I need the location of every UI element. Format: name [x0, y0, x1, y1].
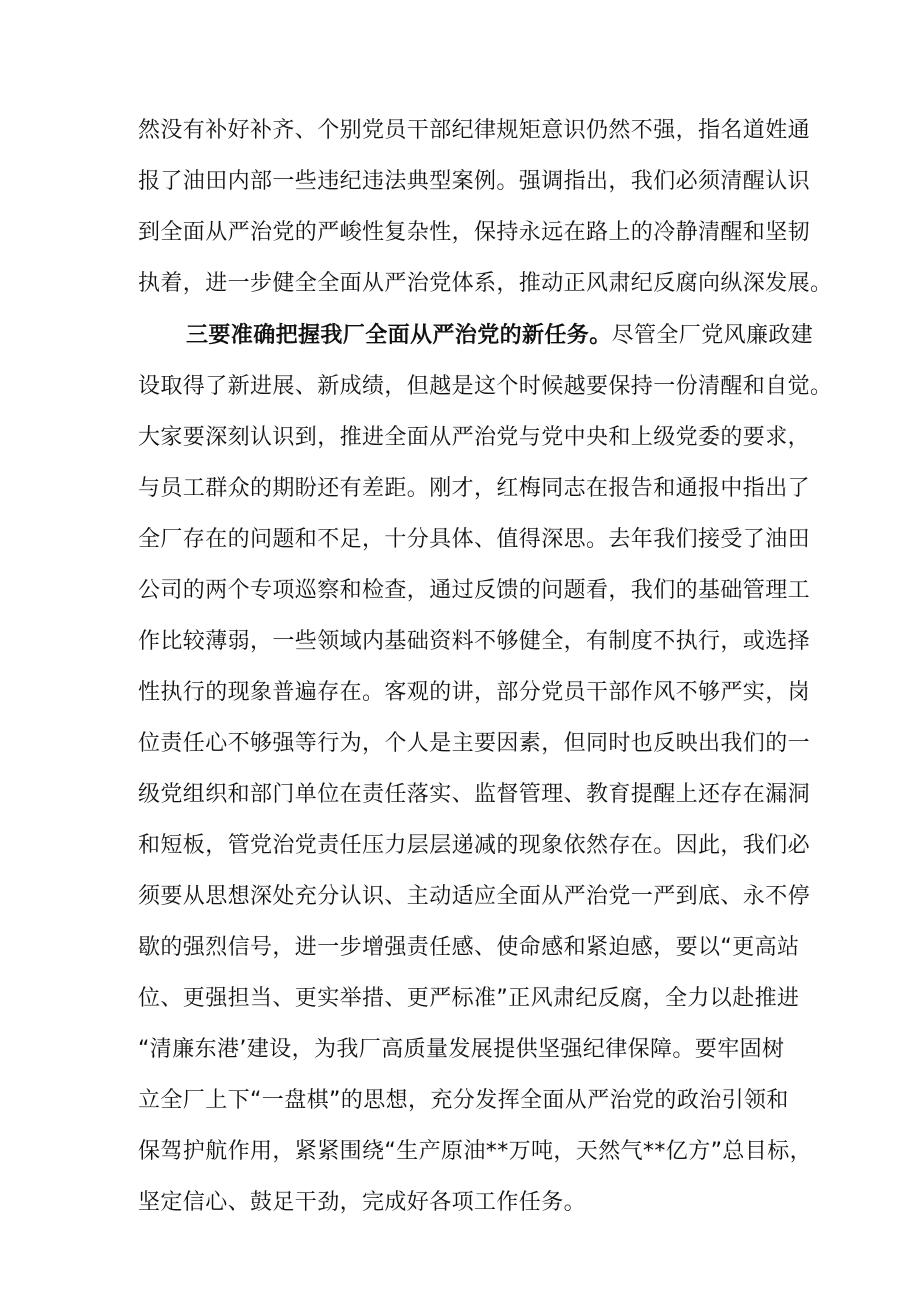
paragraph-2-line-14: 位、更强担当、更实举措、更严标准”正风肃纪反腐，全力以赴推进	[138, 986, 800, 1011]
paragraph-2-line-18: 坚定信心、鼓足干劲，完成好各项工作任务。	[138, 1190, 587, 1215]
paragraph-1-line-4: 执着，进一步健全全面从严治党体系，推动正风肃纪反腐向纵深发展。	[138, 271, 833, 296]
paragraph-2-line-15: “清廉东港’建设，为我厂高质量发展提供坚强纪律保障。要牢固树	[138, 1037, 785, 1062]
paragraph-2-line-3: 大家要深刻认识到，推进全面从严治党与党中央和上级党委的要求，	[138, 425, 811, 450]
paragraph-2-line-4: 与员工群众的期盼还有差距。刚才，红梅同志在报告和通报中指出了	[138, 476, 811, 501]
paragraph-2-line-8: 性执行的现象普遍存在。客观的讲，部分党员干部作风不够严实，岗	[138, 680, 811, 705]
paragraph-1-line-2: 报了油田内部一些违纪违法典型案例。强调指出，我们必须清醒认识	[138, 169, 811, 194]
paragraph-2-line-1	[186, 316, 846, 356]
paragraph-2-line-12: 须要从思想深处充分认识、主动适应全面从严治党一严到底、永不停	[138, 884, 811, 909]
paragraph-1-line-1: 然没有补好补齐、个别党员干部纪律规矩意识仍然不强，指名道姓通	[138, 118, 811, 143]
paragraph-2-line-11: 和短板，管党治党责任压力层层递减的现象依然存在。因此，我们必	[138, 833, 811, 858]
paragraph-2-line-13: 歇的强烈信号，进一步增强责任感、使命感和紧迫感，要以“更高站	[138, 935, 800, 960]
paragraph-2-line-17: 保驾护航作用，紧紧围绕“生产原油**万吨，天然气**亿方”总目标，	[138, 1139, 812, 1164]
paragraph-2-line-2: 设取得了新进展、新成绩，但越是这个时候越要保持一份清醒和自觉。	[138, 374, 833, 399]
paragraph-2-line-6: 公司的两个专项巡察和检查，通过反馈的问题看，我们的基础管理工	[138, 578, 811, 603]
paragraph-2-line-16: 立全厂上下“一盘棋”的思想，充分发挥全面从严治党的政治引领和	[138, 1088, 789, 1113]
paragraph-1-line-3: 到全面从严治党的严峻性复杂性，保持永远在路上的冷静清醒和坚韧	[138, 220, 811, 245]
paragraph-2-line-9: 位责任心不够强等行为，个人是主要因素，但同时也反映出我们的一	[138, 731, 811, 756]
paragraph-2-line-5: 全厂存在的问题和不足，十分具体、值得深思。去年我们接受了油田	[138, 527, 811, 552]
paragraph-2-line-7: 作比较薄弱，一些领域内基础资料不够健全，有制度不执行，或选择	[138, 629, 811, 654]
paragraph-2-line-1-text: 尽管全厂党风廉政建	[611, 323, 814, 348]
section-heading: 三要准确把握我厂全面从严治党的新任务。	[186, 323, 612, 348]
paragraph-2-line-10: 级党组织和部门单位在责任落实、监督管理、教育提醒上还存在漏洞	[138, 782, 811, 807]
